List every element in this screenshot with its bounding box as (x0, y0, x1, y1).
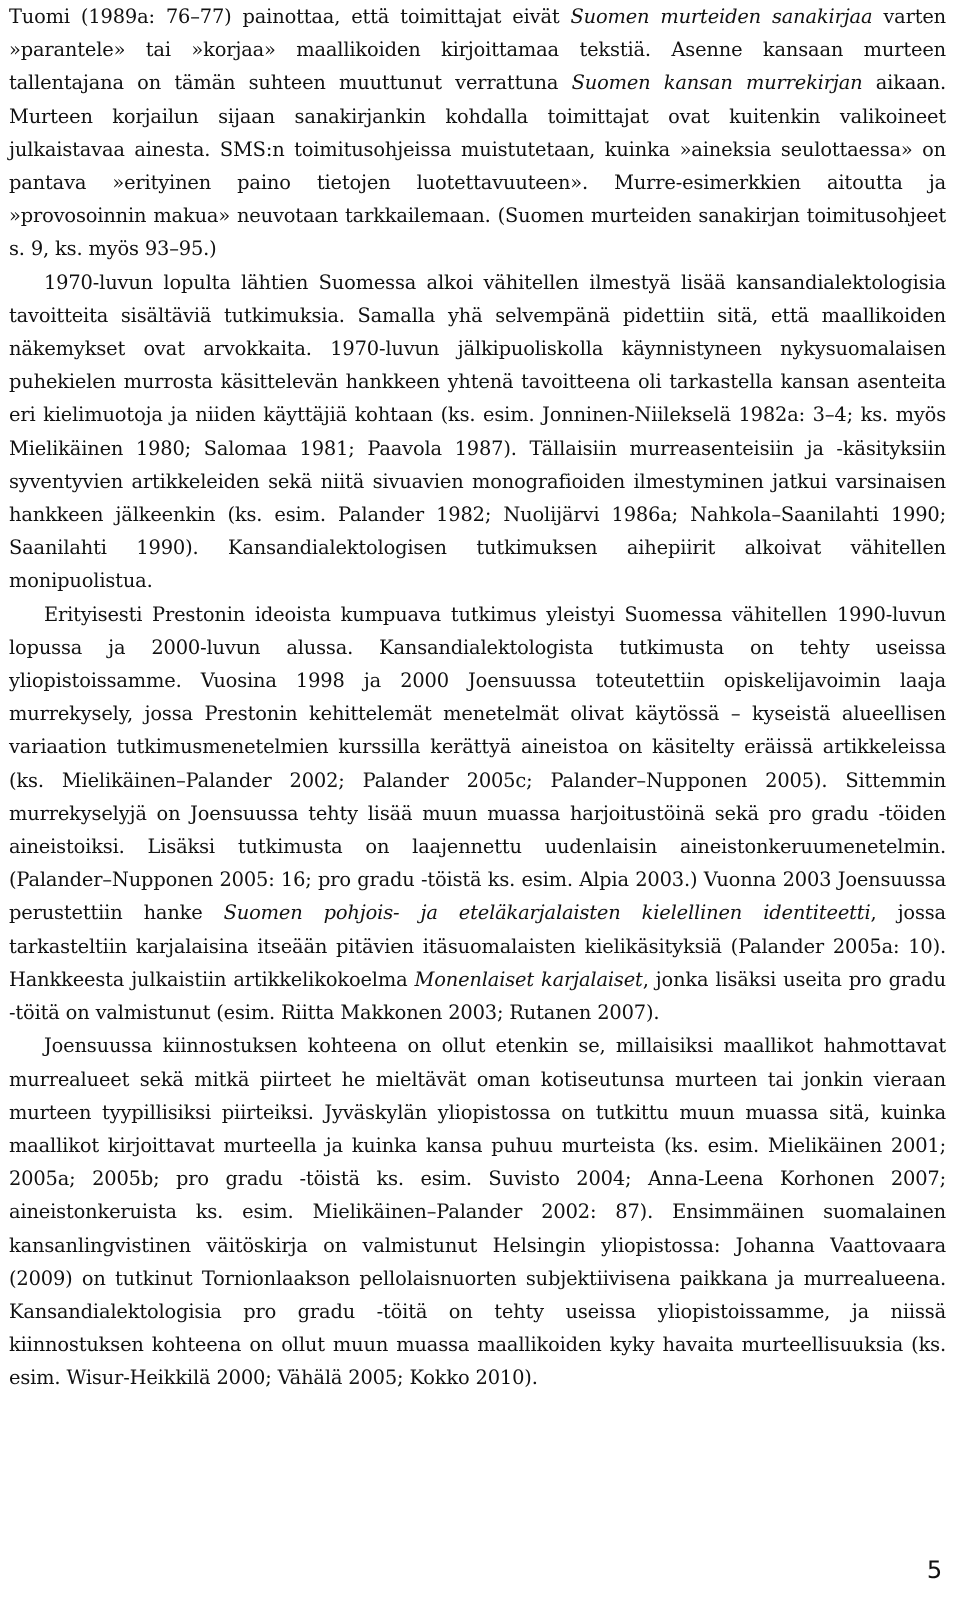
italic-title-text: Suomen murteiden sanakirjaa (570, 5, 873, 28)
page-number: 5 (926, 1556, 942, 1584)
paragraph-text: Erityisesti Prestonin ideoista kumpuava tutkimus yleistyi Suomessa vähitellen 1990-luvun lopussa ja 2000-luvun alussa. Kansandialektologista tutkimusta on tehty useissa yliopistoissamme. Vuosina 1998 ja 2000 Joensuussa toteutettiin opiskelijavoimin laaja murrekysely, jossa Prestonin kehittelemät menetelmät olivat käytössä – kyseistä alueellisen variaation tutkimusmenetelmien kurssilla kerättyä aineistoa on käsitelty eräissä artikkeleissa (ks. Mielikäinen–Palander 2002; Palander 2005c; Palander–Nupponen 2005). Sittemmin murrekyselyjä on Joensuussa tehty lisää muun muassa harjoitustöinä sekä pro gradu -töiden aineistoiksi. Lisäksi tutkimusta on laajennettu uudenlaisin aineistonkeruumenetelmin. (Palander–Nupponen 2005: 16; pro gradu -töistä ks. esim. Alpia 2003.) Vuonna 2003 Joensuussa perustettiin hanke (9, 602, 946, 925)
paragraph (9, 598, 946, 1030)
italic-title-text: Suomen kansan murrekirjan (571, 71, 863, 95)
paragraph-text: , jossa tarkasteltiin karjalaisina itseään pitävien itäsuomalaisten kielikäsityksiä (Palander 2005a: 10). Hankkeesta julkaistiin artikkelikokoelma (9, 901, 946, 991)
italic-title-text: Monenlaiset karjalaiset (414, 967, 643, 991)
italic-title-text: Suomen pohjois- ja eteläkarjalaisten kielellinen identiteetti (223, 901, 871, 925)
paragraph-text: , jonka lisäksi useita pro gradu -töitä on valmistunut (esim. Riitta Makkonen 2003; Rutanen 2007). (9, 967, 946, 1025)
paragraph (9, 0, 946, 266)
paragraph-text: Tuomi (1989a: 76–77) painottaa, että toimittajat eivät (9, 5, 571, 28)
paragraph-text: Joensuussa kiinnostuksen kohteena on ollut etenkin se, millaisiksi maallikot hahmottavat murrealueet sekä mitkä piirteet he mieltävät oman kotiseutunsa murteen tai jonkin vieraan murteen tyypillisiksi piirteiksi. Jyväskylän yliopistossa on tutkittu muun muassa sitä, kuinka maallikot kirjoittavat murteella ja kuinka kansa puhuu murteista (ks. esim. Mielikäinen 2001; 2005a; 2005b; pro gradu -töistä ks. esim. Suvisto 2004; Anna-Leena Korhonen 2007; aineistonkeruista ks. esim. Mielikäinen–Palander 2002: 87). Ensimmäinen suomalainen kansanlingvistinen väitöskirja on valmistunut Helsingin yliopistossa: Johanna Vaattovaara (2009) on tutkinut Tornionlaakson pellolaisnuorten subjektiivisena paikkana ja murrealueena. Kansandialektologisia pro gradu -töitä on tehty useissa yliopistoissamme, ja niissä kiinnostuksen kohteena on ollut muun muassa maallikoiden kyky havaita murteellisuuksia (ks. esim. Wisur-Heikkilä 2000; Vähälä 2005; Kokko 2010). (9, 1034, 946, 1390)
paragraph (9, 266, 946, 598)
paragraph-text: aikaan. Murteen korjailun sijaan sanakirjankin kohdalla toimittajat ovat kuitenkin valikoineet julkaistavaa ainesta. SMS:n toimitusohjeissa muistutetaan, kuinka »aineksia seulottaessa» on pantava »erityinen paino tietojen luotettavuuteen». Murre-esimerkkien aitoutta ja »provosoinnin makua» neuvotaan tarkkailemaan. (Suomen murteiden sanakirjan toimitusohjeet s. 9, ks. myös 93–95.) (9, 71, 946, 261)
paragraph-text: 1970-luvun lopulta lähtien Suomessa alkoi vähitellen ilmestyä lisää kansandialektologisia tavoitteita sisältäviä tutkimuksia. Samalla yhä selvempänä pidettiin sitä, että maallikoiden näkemykset ovat arvokkaita. 1970-luvun jälkipuoliskolla käynnistyneen nykysuomalaisen puhekielen murrosta käsittelevän hankkeen yhtenä tavoitteena oli tarkastella kansan asenteita eri kielimuotoja ja niiden käyttäjiä kohtaan (ks. esim. Jonninen-Niilekselä 1982a: 3–4; ks. myös Mielikäinen 1980; Salomaa 1981; Paavola 1987). Tällaisiin murreasenteisiin ja -käsityksiin syventyvien artikkeleiden sekä niitä sivuavien monografioiden ilmestyminen jatkui varsinaisen hankkeen jälkeenkin (ks. esim. Palander 1982; Nuolijärvi 1986a; Nahkola–Saanilahti 1990; Saanilahti 1990). Kansandialektologisen tutkimuksen aihepiirit alkoivat vähitellen monipuolistua. (9, 270, 946, 593)
paragraph (9, 1029, 946, 1394)
body-text (9, 0, 946, 1395)
paragraph-text: varten »parantele» tai »korjaa» maallikoiden kirjoittamaa tekstiä. Asenne kansaan murteen tallentajana on tämän suhteen muuttunut verrattuna (9, 5, 947, 95)
